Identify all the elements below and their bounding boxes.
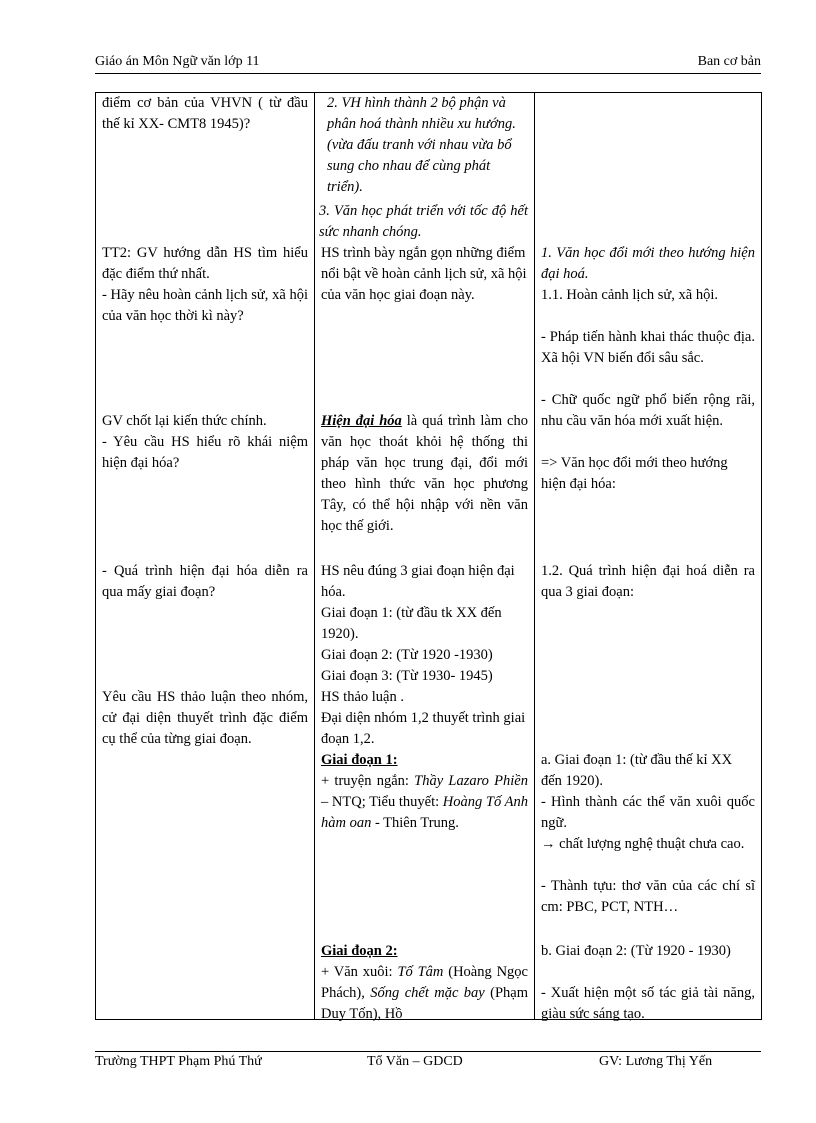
c2-g1-e: - Thiên Trung. bbox=[371, 815, 459, 831]
c1-b6: - Quá trình hiện đại hóa diễn ra qua mấy giai đoạn? bbox=[102, 563, 308, 600]
c2-g2-title: Giai đoạn 2: bbox=[321, 943, 398, 959]
header-divider bbox=[95, 73, 761, 74]
c2-g1-b: Thầy Lazaro Phiền bbox=[414, 773, 528, 789]
c1-b4: GV chốt lại kiến thức chính. bbox=[102, 413, 267, 429]
c2-b3: HS trình bày ngắn gọn những điểm nổi bật về hoàn cảnh lịch sử, xã hội của văn học giai đoạn này. bbox=[321, 245, 527, 303]
c2-b10: Đại diện nhóm 1,2 thuyết trình giai đoạn 1,2. bbox=[321, 710, 526, 747]
c2-g1-body bbox=[321, 771, 528, 834]
term-hien-dai-hoa: Hiện đại hóa bbox=[321, 413, 402, 429]
footer-center: Tổ Văn – GDCD bbox=[367, 1054, 463, 1069]
c3-b1: 1. Văn học đổi mới theo hướng hiện đại hoá. bbox=[541, 245, 755, 282]
c3-b7: a. Giai đoạn 1: (từ đầu thế kỉ XX đến 1920). bbox=[541, 752, 733, 789]
c2-g2-a: + Văn xuôi: bbox=[321, 964, 398, 980]
c3-b10: - Thành tựu: thơ văn của các chí sĩ cm: PBC, PCT, NTH… bbox=[541, 878, 755, 915]
c2-g1-a: + truyện ngắn: bbox=[321, 773, 415, 789]
header-right: Ban cơ bản bbox=[697, 54, 761, 69]
page-header bbox=[95, 54, 761, 74]
footer-right: GV: Lương Thị Yến bbox=[599, 1054, 713, 1069]
c1-b1: điểm cơ bản của VHVN ( từ đầu thế kỉ XX- CMT8 1945)? bbox=[102, 95, 308, 132]
c2-b9: HS thảo luận . bbox=[321, 689, 404, 705]
c1-b5: - Yêu cầu HS hiểu rõ khái niệm hiện đại hóa? bbox=[102, 434, 308, 471]
c2-g1-c: – NTQ; Tiểu thuyết: bbox=[321, 794, 443, 810]
content-column bbox=[535, 93, 762, 1020]
c1-b3: - Hãy nêu hoàn cảnh lịch sử, xã hội của văn học thời kì này? bbox=[102, 287, 308, 324]
c1-b7: Yêu cầu HS thảo luận theo nhóm, cử đại diện thuyết trình đặc điểm cụ thể của từng giai đoạn. bbox=[102, 689, 308, 747]
c2-g1-title: Giai đoạn 1: bbox=[321, 752, 398, 768]
c2-g2-b: Tố Tâm bbox=[397, 964, 444, 980]
c1-b2: TT2: GV hướng dẫn HS tìm hiểu đặc điểm thứ nhất. bbox=[102, 245, 308, 282]
c3-b4: - Chữ quốc ngữ phổ biến rộng rãi, nhu cầu văn hóa mới xuất hiện. bbox=[541, 392, 755, 429]
c2-b7: Giai đoạn 2: (Từ 1920 -1930) bbox=[321, 647, 493, 663]
c3-b11: b. Giai đoạn 2: (Từ 1920 - 1930) bbox=[541, 943, 731, 959]
c2-b5: HS nêu đúng 3 giai đoạn hiện đại hóa. bbox=[321, 563, 515, 600]
c2-b1: 2. VH hình thành 2 bộ phận và phân hoá thành nhiều xu hướng. (vừa đấu tranh với nhau vừa bổ sung cho nhau để cùng phát triển). bbox=[327, 95, 516, 195]
teacher-activity-column bbox=[96, 93, 315, 1020]
c2-b4-definition: là quá trình làm cho văn học thoát khỏi hệ thống thi pháp văn học trung đại, đổi mới theo hình thức văn học phương Tây, có thể hội nhập với nền văn học thế giới. bbox=[321, 413, 528, 534]
c2-b4 bbox=[321, 411, 528, 537]
c2-b6: Giai đoạn 1: (từ đầu tk XX đến 1920). bbox=[321, 605, 502, 642]
c3-b12: - Xuất hiện một số tác giả tài năng, giàu sức sáng tạo. bbox=[541, 985, 755, 1022]
footer-left: Trường THPT Phạm Phú Thứ bbox=[95, 1054, 262, 1069]
c3-b3: - Pháp tiến hành khai thác thuộc địa. Xã hội VN biến đổi sâu sắc. bbox=[541, 329, 755, 366]
student-activity-column bbox=[315, 93, 535, 1020]
lesson-table bbox=[95, 92, 762, 1020]
footer-divider bbox=[95, 1051, 761, 1052]
c2-g2-e: (Phạm Duy Tốn), Hồ bbox=[321, 985, 529, 1022]
c2-g1-d: Hoàng Tố Anh hàm oan bbox=[321, 794, 528, 831]
c2-g2-body bbox=[321, 962, 528, 1025]
c2-g2-d: Sống chết mặc bay bbox=[370, 985, 485, 1001]
c2-b2: 3. Văn học phát triển với tốc độ hết sức nhanh chóng. bbox=[319, 203, 528, 240]
c3-b8: - Hình thành các thể văn xuôi quốc ngữ. bbox=[541, 794, 755, 831]
c2-b8: Giai đoạn 3: (Từ 1930- 1945) bbox=[321, 668, 493, 684]
c3-b6: 1.2. Quá trình hiện đại hoá diễn ra qua 3 giai đoạn: bbox=[541, 563, 755, 600]
c3-b2: 1.1. Hoàn cảnh lịch sử, xã hội. bbox=[541, 287, 718, 303]
c2-g2-c: (Hoàng Ngọc Phách), bbox=[321, 964, 528, 1001]
c3-b5: => Văn học đổi mới theo hướng hiện đại hóa: bbox=[541, 455, 728, 492]
header-left: Giáo án Môn Ngữ văn lớp 11 bbox=[95, 54, 260, 69]
c3-b9: → chất lượng nghệ thuật chưa cao. bbox=[541, 836, 745, 852]
